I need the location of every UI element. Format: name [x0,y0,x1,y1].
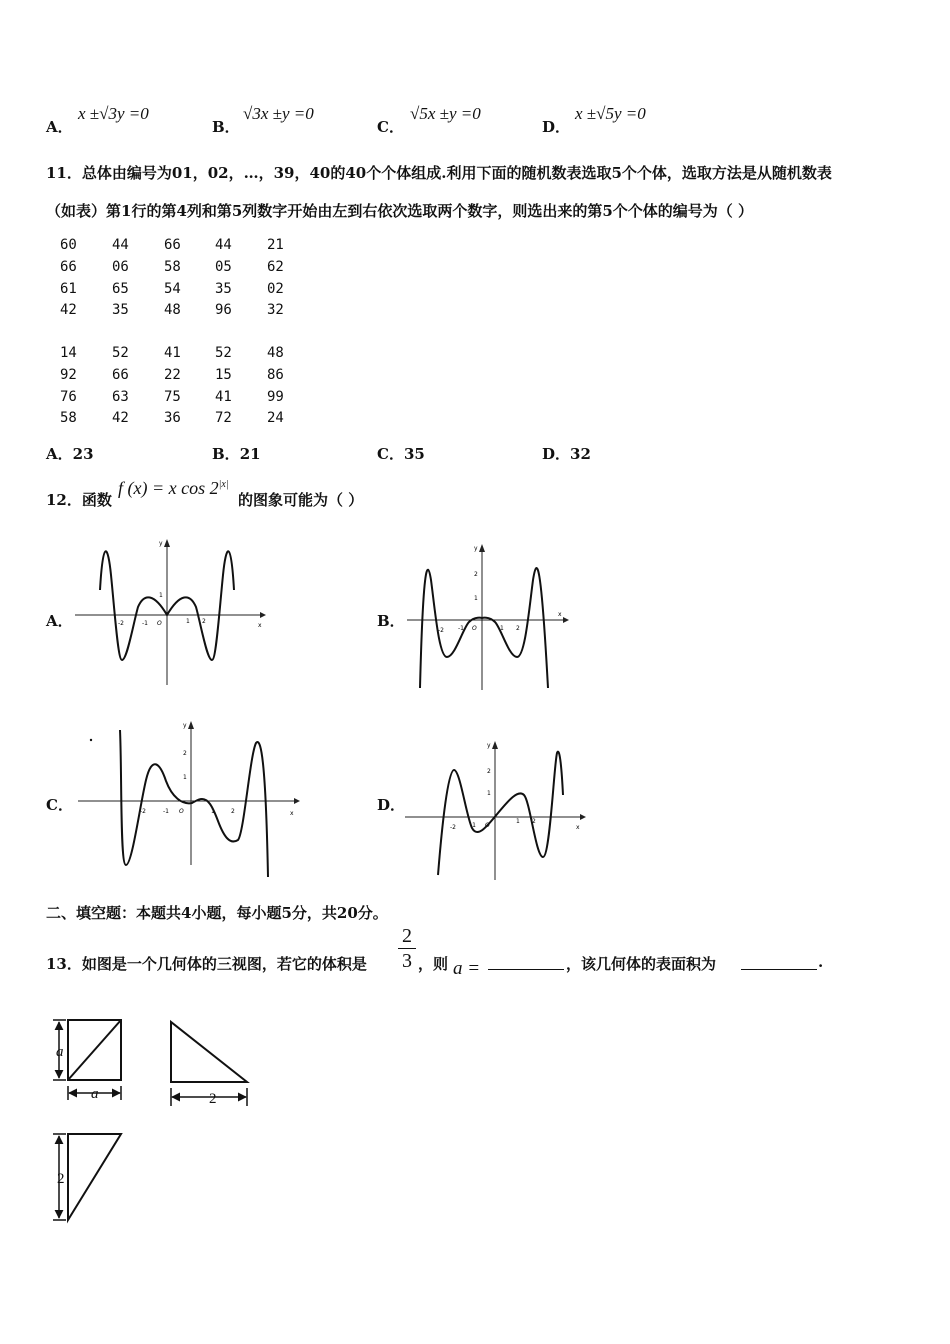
table-cell: 61 [60,281,77,297]
table-cell: 06 [112,259,129,275]
graph-d-tick-2: 2 [532,818,536,825]
graph-a [70,535,270,695]
graph-a-label: A． [46,612,73,630]
q13-text3: ，该几何体的表面积为 [566,955,717,973]
table-cell: 48 [267,345,284,361]
table-cell: 36 [164,410,181,426]
q11-option-b: B．21 [212,445,261,463]
section2-heading: 二、填空题：本题共4小题，每小题5分，共20分。 [46,904,388,922]
side-view-width-label: 2 [209,1091,217,1107]
table-cell: 35 [215,281,232,297]
table-cell: 62 [267,259,284,275]
graph-a-x-label: x [258,622,262,629]
table-cell: 66 [164,237,181,253]
top-view [53,1134,121,1220]
q13-text1: 13．如图是一个几何体的三视图，若它的体积是 [46,955,367,973]
q13-var: a = [453,958,481,979]
side-view [171,1022,247,1107]
q13-text2: ，则 [418,955,449,973]
q13-text4: . [818,953,824,971]
table-cell: 96 [215,302,232,318]
table-cell: 52 [215,345,232,361]
graph-d-label: D． [377,796,406,814]
q12-suffix: 的图象可能为（ ） [238,491,364,509]
table-cell: 58 [164,259,181,275]
graph-c-x-label: x [290,810,294,817]
table-cell: 92 [60,367,77,383]
q11-text-line1: 11．总体由编号为01，02，…，39，40的40个个体组成.利用下面的随机数表选取5个个体，选取方法是从随机数表 [46,164,832,182]
q10-option-a-label: A． [46,118,73,136]
table-cell: 42 [112,410,129,426]
table-cell: 66 [112,367,129,383]
graph-c-tick-y1: 1 [183,774,187,781]
graph-d-tick-m1: -1 [470,822,476,829]
table-cell: 44 [215,237,232,253]
graph-c-tick-m1: -1 [163,808,169,815]
graph-d [400,735,595,885]
graph-b-tick-1: 1 [500,625,504,632]
graph-b-tick-y2: 2 [474,571,478,578]
graph-c-tick-1: 1 [211,808,215,815]
graph-c [70,715,310,885]
graph-a-tick-m1: -1 [142,620,148,627]
q11-option-a: A．23 [46,445,94,463]
table-cell: 99 [267,389,284,405]
graph-d-tick-m2: -2 [450,824,456,831]
table-cell: 05 [215,259,232,275]
random-number-table [0,0,950,440]
table-cell: 41 [164,345,181,361]
table-cell: 32 [267,302,284,318]
graph-b-label: B． [377,612,405,630]
q10-option-b-formula: √3x ±y =0 [243,104,314,123]
graph-d-tick-1: 1 [516,818,520,825]
graph-b-tick-y1: 1 [474,595,478,602]
three-view-drawing [45,1010,265,1230]
table-cell: 41 [215,389,232,405]
q11-option-c: C．35 [377,445,425,463]
graph-b-tick-m2: -2 [438,627,444,634]
graph-b-origin: O [472,625,477,632]
q10-option-a-formula: x ±√3y =0 [78,104,149,123]
table-cell: 15 [215,367,232,383]
table-cell: 02 [267,281,284,297]
graph-b [405,540,575,695]
graph-c-label: C． [46,796,73,814]
table-cell: 22 [164,367,181,383]
front-view-width-label: a [91,1086,99,1102]
q13-fraction-denominator: 3 [398,948,416,973]
q10-option-c-label: C． [377,118,404,136]
q10-option-b-label: B． [212,118,240,136]
table-cell: 86 [267,367,284,383]
table-cell: 52 [112,345,129,361]
table-cell: 14 [60,345,77,361]
front-view-height-label: a [56,1044,64,1060]
graph-c-tick-2: 2 [231,808,235,815]
table-cell: 63 [112,389,129,405]
table-cell: 24 [267,410,284,426]
q13-answer-blank-a[interactable] [488,968,564,970]
graph-d-tick-y2: 2 [487,768,491,775]
graph-d-x-label: x [576,824,580,831]
q13-answer-blank-area[interactable] [741,968,817,970]
table-cell: 58 [60,410,77,426]
table-cell: 72 [215,410,232,426]
table-cell: 35 [112,302,129,318]
table-cell: 54 [164,281,181,297]
q13-fraction-numerator: 2 [402,925,412,947]
q12-formula: f (x) = x $\cos 2^{|x|}$ [118,478,229,498]
graph-c-origin: O [179,808,184,815]
table-cell: 76 [60,389,77,405]
graph-a-y-label: y [159,540,163,547]
q12-exponent: |x| [218,479,229,490]
table-cell: 44 [112,237,129,253]
graph-c-tick-m2: -2 [140,808,146,815]
graph-c-tick-y2: 2 [183,750,187,757]
top-view-height-label: 2 [57,1171,65,1187]
q11-text-line2: （如表）第1行的第4列和第5列数字开始由左到右依次选取两个数字，则选出来的第5个个体的编号为（ ） [46,202,753,220]
graph-a-tick-m2: -2 [118,620,124,627]
table-cell: 48 [164,302,181,318]
table-cell: 75 [164,389,181,405]
graph-a-tick-y1: 1 [159,592,163,599]
table-cell: 21 [267,237,284,253]
q12-prefix: 12．函数 [46,491,112,509]
graph-d-tick-y1: 1 [487,790,491,797]
graph-a-tick-2: 2 [202,618,206,625]
table-cell: 42 [60,302,77,318]
table-cell: 66 [60,259,77,275]
table-cell: 65 [112,281,129,297]
graph-c-y-label: y [183,722,187,729]
table-cell: 60 [60,237,77,253]
graph-a-tick-1: 1 [186,618,190,625]
front-view [53,1020,121,1102]
q11-option-d: D．32 [542,445,591,463]
graph-b-tick-2: 2 [516,625,520,632]
q10-option-d-formula: x ±√5y =0 [575,104,646,123]
graph-a-origin: O [157,620,162,627]
q10-option-d-label: D． [542,118,571,136]
graph-b-tick-m1: -1 [458,625,464,632]
graph-b-x-label: x [558,611,562,618]
q13-fraction [398,924,416,973]
graph-b-y-label: y [474,545,478,552]
graph-d-origin: O [485,822,490,829]
graph-d-y-label: y [487,742,491,749]
q10-option-c-formula: √5x ±y =0 [410,104,481,123]
